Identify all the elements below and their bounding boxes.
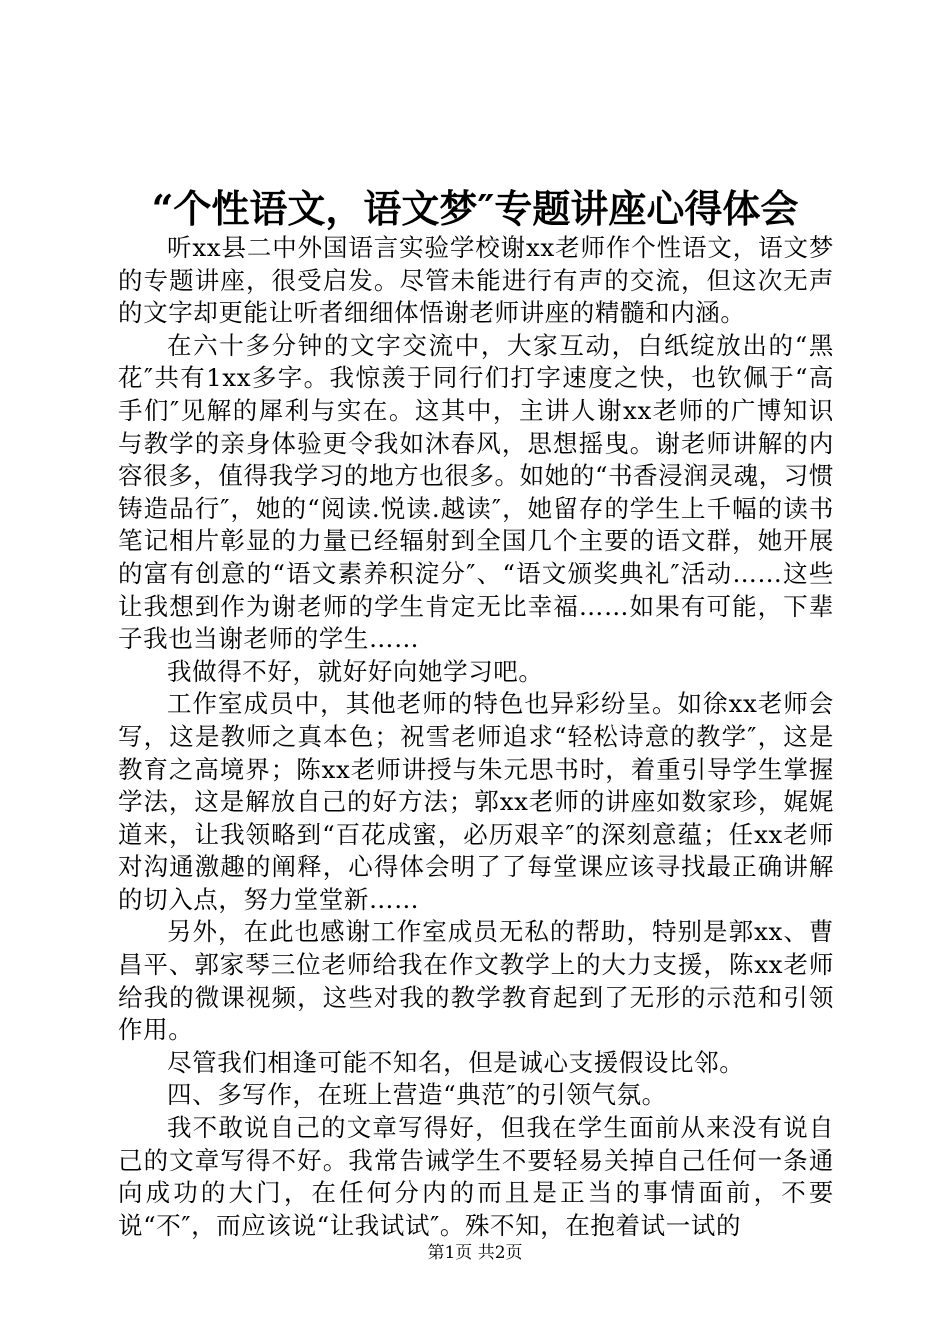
paragraph-1: 听xx县二中外国语言实验学校谢xx老师作个性语文，语文梦的专题讲座，很受启发。尽管未能进行有声的交流，但这次无声的文字却更能让听者细细体悟谢老师讲座的精髓和内涵。 [118, 233, 834, 328]
paragraph-7: 四、多写作，在班上营造“典范″的引领气氛。 [167, 1080, 667, 1110]
document-body [118, 232, 834, 1242]
paragraph-4: 工作室成员中，其他老师的特色也异彩纷呈。如徐xx老师会写，这是教师之真本色；祝雪老师追求“轻松诗意的教学″，这是教育之高境界；陈xx老师讲授与朱元思书时，着重引导学生掌握学法，这是解放自己的好方法；郭xx老师的讲座如数家珍，娓娓道来，让我领略到“百花成蜜，必历艰辛″的深刻意蕴；任xx老师对沟通激趣的阐释，心得体会明了了每堂课应该寻找最正确讲解的切入点，努力堂堂新…… [118, 689, 834, 914]
paragraph-2: 在六十多分钟的文字交流中，大家互动，白纸绽放出的“黑花″共有1xx多字。我惊羡于同行们打字速度之快，也钦佩于“高手们″见解的犀利与实在。这其中，主讲人谢xx老师的广博知识与教学的亲身体验更令我如沐春风，思想摇曳。谢老师讲解的内容很多，值得我学习的地方也很多。如她的“书香浸润灵魂，习惯铸造品行″，她的“阅读.悦读.越读″，她留存的学生上千幅的读书笔记相片彰显的力量已经辐射到全国几个主要的语文群，她开展的富有创意的“语文素养积淀分″、“语文颁奖典礼″活动……这些让我想到作为谢老师的学生肯定无比幸福……如果有可能，下辈子我也当谢老师的学生…… [118, 330, 834, 654]
paragraph-3: 我做得不好，就好好向她学习吧。 [167, 656, 544, 686]
document-title: “个性语文，语文梦″专题讲座心得体会 [151, 186, 799, 231]
paragraph-5: 另外，在此也感谢工作室成员无私的帮助，特别是郭xx、曹昌平、郭家琴三位老师给我在作文教学上的大力支援，陈xx老师给我的微课视频，这些对我的教学教育起到了无形的示范和引领作用。 [118, 917, 834, 1045]
page-number-footer: 第1页 共2页 [427, 1243, 523, 1263]
paragraph-8: 我不敢说自己的文章写得好，但我在学生面前从来没有说自己的文章写得不好。我常告诫学生不要轻易关掉自己任何一条通向成功的大门，在任何分内的而且是正当的事情面前，不要说“不″，而应该说“让我试试″。殊不知，在抱着试一试的 [118, 1113, 834, 1240]
paragraph-6: 尽管我们相逢可能不知名，但是诚心支援假设比邻。 [167, 1047, 745, 1077]
